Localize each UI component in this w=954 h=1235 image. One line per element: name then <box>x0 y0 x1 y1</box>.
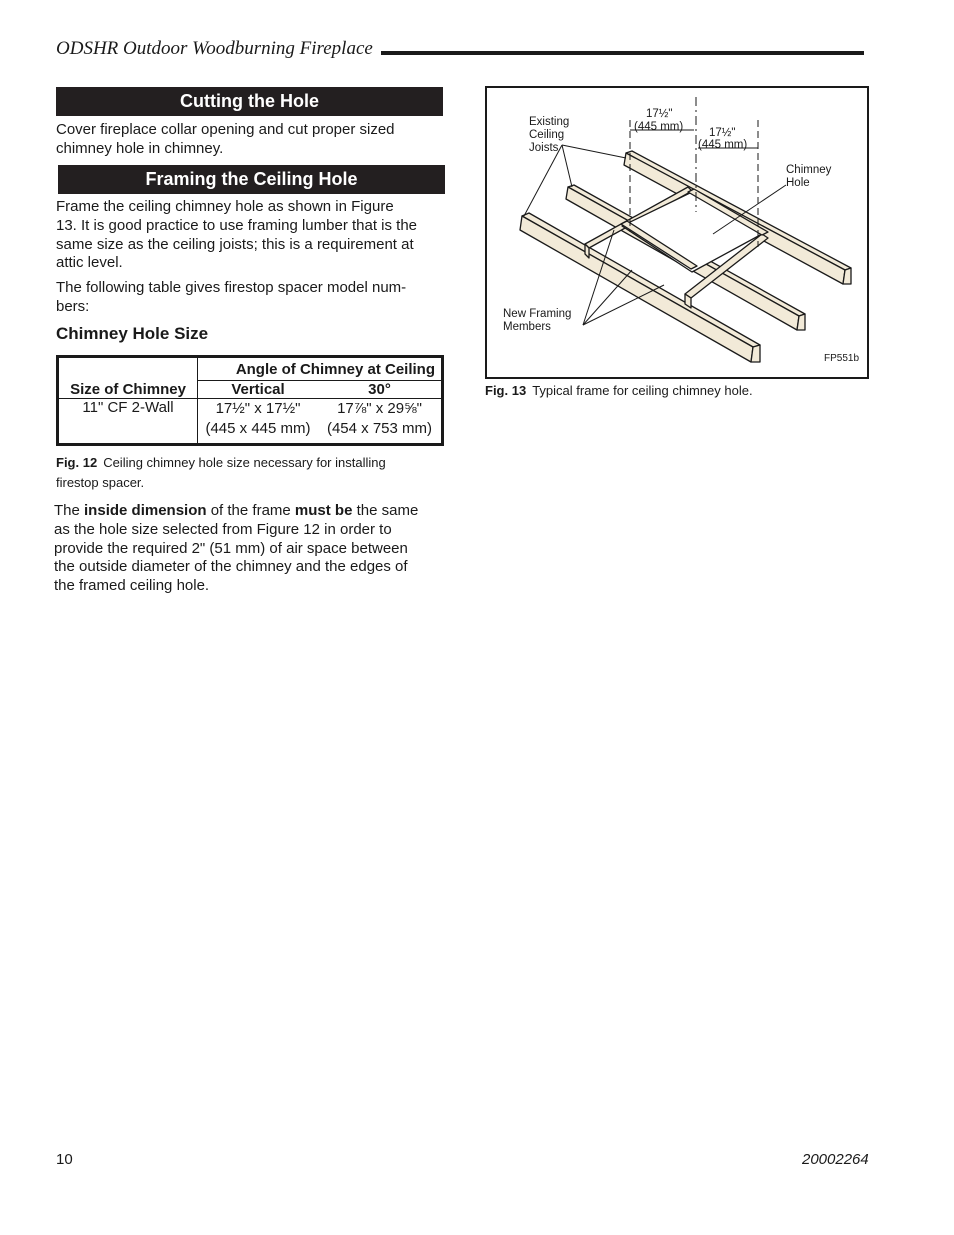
angle30-inches: 17⅞" x 29⅝" <box>337 400 422 417</box>
text-line: Cover fireplace collar opening and cut proper sized <box>56 121 395 138</box>
vertical-mm: (445 x 445 mm) <box>205 420 311 437</box>
figure-13-frame <box>485 86 869 379</box>
fig13-text: Typical frame for ceiling chimney hole. <box>532 383 753 398</box>
size-cell: 11" CF 2-Wall <box>58 399 198 445</box>
fig13-label: Fig. 13 <box>485 383 527 398</box>
fig12-text-line: firestop spacer. <box>56 475 145 490</box>
chimney-hole-size-table <box>56 355 444 446</box>
text-span: of the frame <box>206 502 295 519</box>
text-span: the same <box>352 502 419 519</box>
label-new-framing-1: New Framing <box>503 308 572 320</box>
fig12-label: Fig. 12 <box>56 455 98 470</box>
angle30-mm: (454 x 753 mm) <box>326 420 433 437</box>
cutting-paragraph <box>56 121 395 159</box>
label-dim2-mm: (445 mm) <box>698 139 748 151</box>
text-line: the outside diameter of the chimney and the edges of <box>54 558 408 576</box>
header-rule <box>381 51 864 55</box>
figure-code: FP551b <box>824 353 860 364</box>
text-line: bers: <box>56 297 90 315</box>
section-heading-cutting: Cutting the Hole <box>56 87 443 116</box>
text-line: same size as the ceiling joists; this is a requirement at <box>56 235 414 253</box>
angle30-cell <box>318 399 443 445</box>
text-line: provide the required 2" (51 mm) of air space between <box>54 539 408 557</box>
framing-paragraph-2 <box>56 279 406 317</box>
bold-text: inside dimension <box>84 502 207 519</box>
inside-dimension-note <box>54 502 418 596</box>
document-title: ODSHR Outdoor Woodburning Fireplace <box>56 38 373 59</box>
joist-front-end <box>751 345 760 362</box>
text-line: chimney hole in chimney. <box>56 139 224 157</box>
label-chimney-hole-1: Chimney <box>786 164 832 176</box>
text-span: The <box>54 502 85 519</box>
fig12-caption <box>56 453 386 493</box>
angle-header: Angle of Chimney at Ceiling <box>198 357 443 381</box>
vertical-cell <box>198 399 319 445</box>
label-chimney-hole-2: Hole <box>786 177 810 189</box>
framing-diagram <box>487 88 869 379</box>
chimney-hole-size-heading: Chimney Hole Size <box>56 324 209 343</box>
vertical-inches: 17½" x 17½" <box>215 400 301 417</box>
label-existing-joists-3: Joists <box>529 142 559 154</box>
text-line: 13. It is good practice to use framing lumber that is the <box>56 216 418 234</box>
bold-text: must be <box>294 502 353 519</box>
label-dim1-in: 17½" <box>646 108 673 120</box>
size-header: Size of Chimney <box>58 381 198 399</box>
label-dim1-mm: (445 mm) <box>634 121 684 133</box>
table-empty-cell <box>58 357 198 381</box>
fig13-caption <box>485 381 753 401</box>
label-dim2-in: 17½" <box>709 127 736 139</box>
label-existing-joists-2: Ceiling <box>529 129 565 141</box>
text-line: as the hole size selected from Figure 12 in order to <box>54 520 392 538</box>
label-new-framing-2: Members <box>503 321 551 333</box>
section-heading-framing: Framing the Ceiling Hole <box>58 165 445 194</box>
text-line: attic level. <box>56 254 123 272</box>
text-line: Frame the ceiling chimney hole as shown in Figure <box>56 198 394 215</box>
text-line: the framed ceiling hole. <box>54 577 210 595</box>
fig12-text-line: Ceiling chimney hole size necessary for installing <box>103 455 386 470</box>
text-line: The following table gives firestop spacer model num- <box>56 279 407 296</box>
page-number: 10 <box>56 1151 73 1168</box>
angle30-header: 30° <box>318 381 443 399</box>
label-existing-joists-1: Existing <box>529 116 570 128</box>
vertical-header: Vertical <box>198 381 319 399</box>
document-number: 20002264 <box>802 1151 869 1168</box>
framing-paragraph-1 <box>56 198 417 273</box>
